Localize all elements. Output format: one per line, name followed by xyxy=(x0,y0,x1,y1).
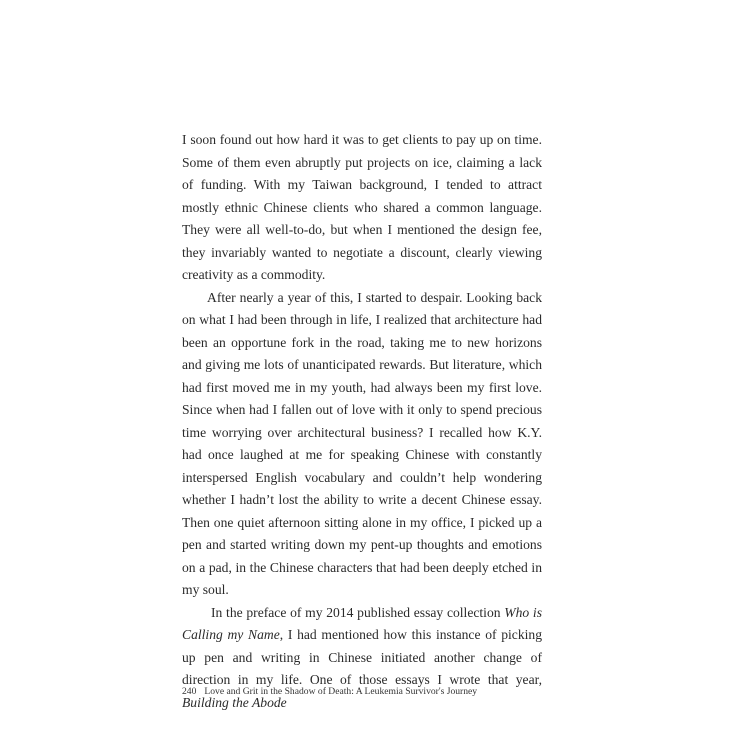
essay-title-italic: Building the Abode xyxy=(182,694,287,710)
book-title-italic: Who is Calling my Name xyxy=(182,604,542,642)
page-number: 240 xyxy=(182,686,197,697)
paragraph-2-text: After nearly a year of this, I started to despair. Looking back on what I had been through in life, I realized that architecture had been an opportune fork in the road, taking me to new horizons and giving me lots of unanticipated rewards. But literature, which had first moved me in my youth, had always been my first love. Since when had I fallen out of love with it only to spend precious time worrying over architectural business? I recalled how K.Y. had once laughed at me for speaking Chinese with constantly interspersed English vocabulary and couldn’t help wondering whether I hadn’t lost the ability to write a decent Chinese essay. Then one quiet afternoon sitting alone in my office, I picked up a pen and started writing down my pent-up thoughts and emotions on a pad, in the Chinese characters that had been deeply etched in my soul. xyxy=(182,289,542,597)
paragraph-2 xyxy=(182,287,542,602)
paragraph-3-text-middle: , I had mentioned how this instance of picking up pen and writing in Chinese initiated another change of direction in my life. One of those essays I wrote that year, xyxy=(182,627,543,687)
body-text xyxy=(182,129,542,714)
paragraph-1-text: I soon found out how hard it was to get clients to pay up on time. Some of them even abruptly put projects on ice, claiming a lack of funding. With my Taiwan background, I tended to attract mostly ethnic Chinese clients who shared a common language. They were all well-to-do, but when I mentioned the design fee, they invariably wanted to negotiate a discount, clearly viewing creativity as a commodity. xyxy=(182,132,542,282)
paragraph-3-text-start: In the preface of my 2014 published essay collection xyxy=(211,604,505,620)
running-title: Love and Grit in the Shadow of Death: A Leukemia Survivor's Journey xyxy=(204,686,478,697)
page-footer xyxy=(182,686,582,698)
paragraph-1 xyxy=(182,129,542,287)
